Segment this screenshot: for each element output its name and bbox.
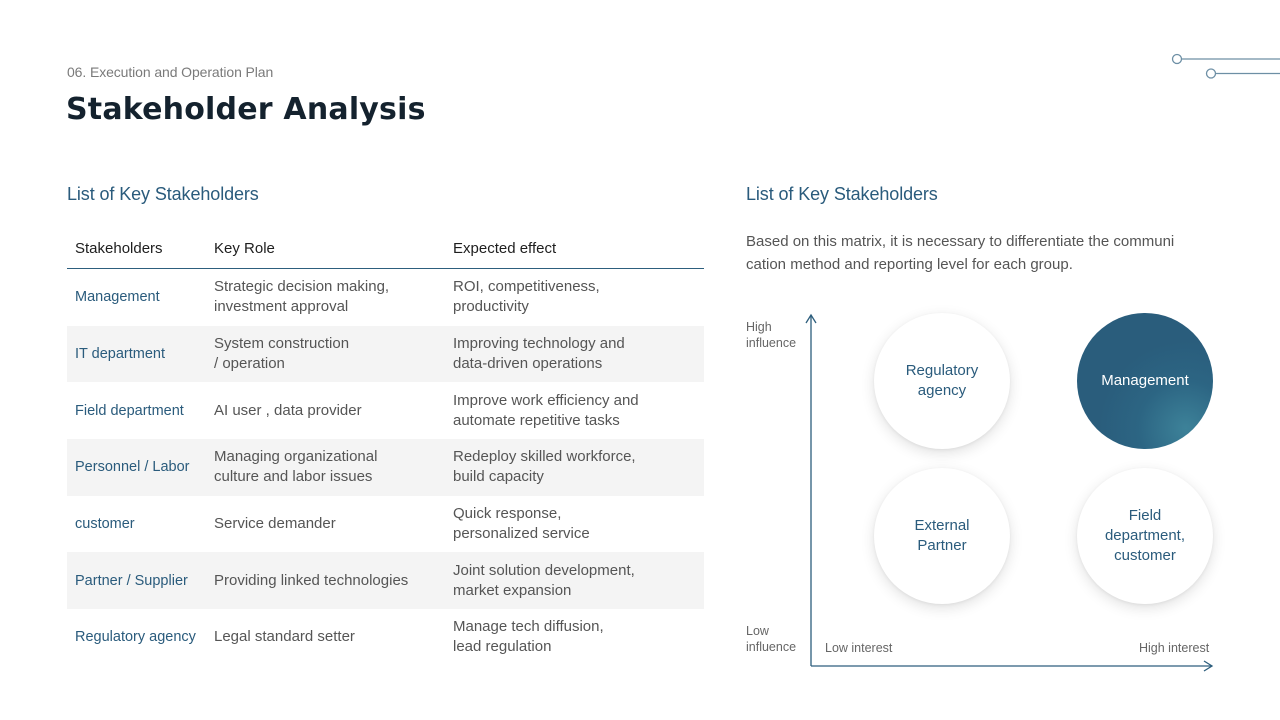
stakeholder-cell: Regulatory agency <box>75 629 196 646</box>
role-cell: Legal standard setter <box>214 628 355 646</box>
quadrant-field-department-customer: Field department, customer <box>1077 468 1213 604</box>
decorative-line-icon <box>1160 48 1280 88</box>
stakeholder-table <box>67 228 704 666</box>
page-title: Stakeholder Analysis <box>66 92 426 127</box>
role-cell: Strategic decision making, investment approval <box>214 278 390 316</box>
table-row <box>67 552 704 609</box>
matrix-section-title: List of Key Stakeholders <box>746 184 938 204</box>
table-row <box>67 496 704 553</box>
table-row <box>67 326 704 383</box>
section-subtitle: 06. Execution and Operation Plan <box>67 64 274 80</box>
quadrant-external-partner: External Partner <box>874 468 1010 604</box>
x-axis-high-label: High interest <box>1139 641 1210 655</box>
column-header-key-role: Key Role <box>214 239 275 257</box>
quadrant-management: Management <box>1077 313 1213 449</box>
column-header-expected-effect: Expected effect <box>453 239 557 257</box>
y-axis-high-label: High influence <box>746 320 797 350</box>
quadrant-regulatory-agency: Regulatory agency <box>874 313 1010 449</box>
table-row <box>67 382 704 439</box>
stakeholder-cell: Personnel / Labor <box>75 459 190 476</box>
stakeholder-cell: Field department <box>75 402 184 419</box>
effect-cell: Quick response, personalized service <box>453 505 590 543</box>
stakeholder-list-title: List of Key Stakeholders <box>67 184 259 204</box>
effect-cell: ROI, competitiveness, productivity <box>453 278 600 316</box>
effect-cell: Redeploy skilled workforce, build capacity <box>453 448 636 486</box>
effect-cell: Manage tech diffusion, lead regulation <box>453 618 604 656</box>
role-cell: AI user , data provider <box>214 401 362 419</box>
y-axis-low-label: Low influence <box>746 624 797 654</box>
matrix-description: Based on this matrix, it is necessary to differentiate the communi cation method and reporting level for each group. <box>746 233 1175 273</box>
role-cell: System construction / operation <box>214 335 350 373</box>
column-header-stakeholders: Stakeholders <box>75 239 163 257</box>
table-header <box>67 228 704 269</box>
effect-cell: Improving technology and data-driven operations <box>453 335 625 373</box>
role-cell: Service demander <box>214 515 336 533</box>
effect-cell: Improve work efficiency and automate repetitive tasks <box>453 391 639 429</box>
table-row <box>67 439 704 496</box>
role-cell: Providing linked technologies <box>214 571 409 589</box>
x-axis-low-label: Low interest <box>825 641 893 655</box>
table-row <box>67 609 704 666</box>
stakeholder-cell: customer <box>75 516 135 533</box>
effect-cell: Joint solution development, market expansion <box>453 561 635 599</box>
stakeholder-cell: Partner / Supplier <box>75 572 188 589</box>
stakeholder-cell: Management <box>75 289 160 306</box>
table-row <box>67 269 704 326</box>
stakeholder-cell: IT department <box>75 346 166 363</box>
role-cell: Managing organizational culture and labor issues <box>214 448 378 486</box>
